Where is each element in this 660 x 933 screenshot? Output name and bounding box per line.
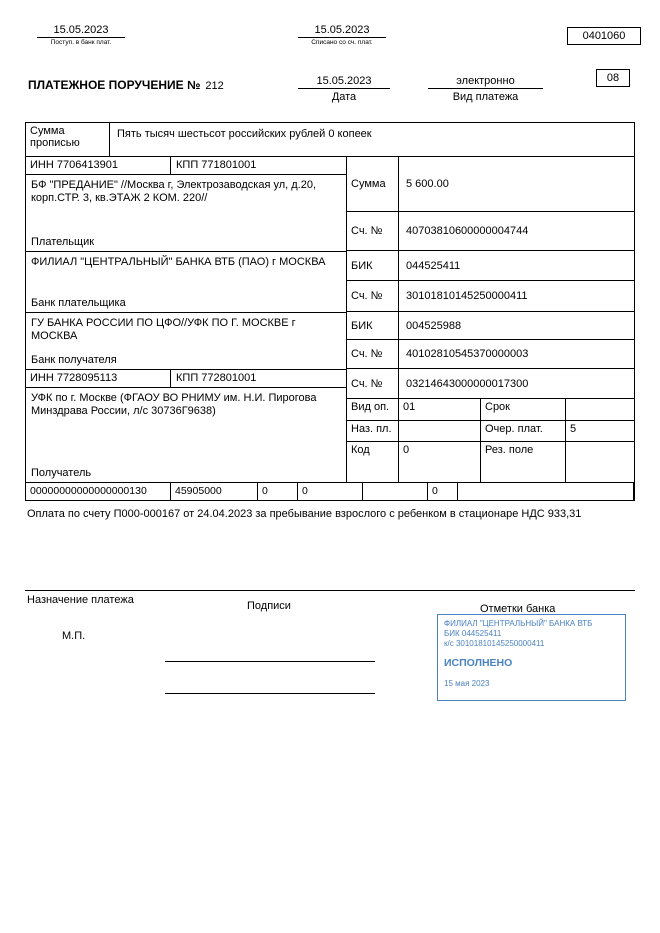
payment-purpose-text: Оплата по счету П000-000167 от 24.04.2023 за пребывание взрослого с ребенком в стационаре НДС 933,31 <box>25 501 635 591</box>
bank-marks-label: Отметки банка <box>480 603 556 615</box>
date-received-label: Поступ. в банк плат. <box>50 39 112 46</box>
amount-words-row <box>25 122 635 156</box>
form-code-box: 0401060 <box>567 27 641 45</box>
date-received: 15.05.2023 <box>37 24 125 38</box>
sum-value: 5 600.00 <box>406 178 449 190</box>
signature-line-1 <box>165 661 375 662</box>
payer-bank-bik: 044525411 <box>406 259 461 272</box>
receiver-bank-label: Банк получателя <box>31 354 117 366</box>
op-kind-row <box>347 399 634 421</box>
stamp-bank-name: ФИЛИАЛ "ЦЕНТРАЛЬНЫЙ" БАНКА ВТБ <box>444 619 593 628</box>
purpose-code-label: Наз. пл. <box>347 421 399 441</box>
receiver-account: 03214643000000017300 <box>406 377 529 390</box>
payment-purpose-label: Назначение платежа <box>27 594 134 606</box>
sum-label: Сумма <box>347 157 399 211</box>
payment-kind-label: Вид платежа <box>452 91 519 103</box>
payer-bank-label: Банк плательщика <box>31 297 126 309</box>
payer-bank-bik-row <box>347 251 634 281</box>
receiver-account-label: Сч. № <box>347 369 399 398</box>
receiver-inn-kpp-row <box>26 370 346 388</box>
receiver-kpp: КПП 772801001 <box>176 372 257 384</box>
receiver-bank-account: 40102810545370000003 <box>406 348 529 360</box>
document-number: 212 <box>205 80 224 92</box>
payer-account: 40703810600000004744 <box>406 225 529 237</box>
stamp-corr-account: к/с 30101810145250000411 <box>444 639 545 648</box>
receiver-bank-bik: 004525988 <box>406 319 462 332</box>
bank-stamp <box>437 614 626 701</box>
stamp-status: ИСПОЛНЕНО <box>444 657 513 669</box>
payer-account-label: Сч. № <box>347 212 399 250</box>
sum-row <box>347 157 634 212</box>
receiver-bank-account-row <box>347 340 634 369</box>
receiver-bank-block <box>26 313 346 370</box>
payer-label: Плательщик <box>31 236 95 248</box>
signature-line-2 <box>165 693 375 694</box>
payment-kind: электронно <box>428 75 543 89</box>
stamp-bik: БИК 044525411 <box>444 629 502 638</box>
footer-labels-row <box>25 591 635 615</box>
budget-row <box>25 483 635 501</box>
status-code-box: 08 <box>596 69 630 87</box>
term-label: Срок <box>481 399 566 420</box>
document-title-label: ПЛАТЕЖНОЕ ПОРУЧЕНИЕ № <box>28 78 201 92</box>
budget-cell-number <box>363 483 428 500</box>
date-debited: 15.05.2023 <box>298 24 386 38</box>
receiver-bank-bik-row <box>347 312 634 340</box>
reserve-label: Рез. поле <box>481 442 566 482</box>
payer-block <box>26 175 346 252</box>
budget-cell-kbk: 00000000000000000130 <box>26 483 171 500</box>
term-value <box>566 399 634 420</box>
payer-bank-account-label: Сч. № <box>347 281 399 311</box>
payer-bank-account-row <box>347 281 634 312</box>
stamp-place-label: М.П. <box>62 630 86 642</box>
budget-cell-oktmo: 45905000 <box>171 483 258 500</box>
receiver-block <box>26 388 346 482</box>
payer-kpp: КПП 771801001 <box>176 159 257 171</box>
payer-bank-bik-label: БИК <box>347 251 399 280</box>
budget-cell-date: 0 <box>428 483 458 500</box>
reserve-value <box>566 442 634 482</box>
document-date-label: Дата <box>331 91 357 103</box>
right-column <box>346 157 634 482</box>
left-column <box>26 157 346 482</box>
receiver-account-row <box>347 369 634 399</box>
amount-words-label: Сумма прописью <box>26 123 110 156</box>
payer-bank-account: 30101810145250000411 <box>406 290 528 302</box>
payer-bank-name: ФИЛИАЛ "ЦЕНТРАЛЬНЫЙ" БАНКА ВТБ (ПАО) г МОСКВА <box>31 256 326 268</box>
payment-table <box>25 122 635 615</box>
purpose-code-value <box>399 421 481 441</box>
payer-bank-block <box>26 252 346 313</box>
receiver-bank-name: ГУ БАНКА РОССИИ ПО ЦФО//УФК ПО Г. МОСКВЕ г МОСКВА <box>31 317 296 342</box>
payment-kind-block <box>428 75 543 103</box>
payer-inn: ИНН 7706413901 <box>26 157 171 174</box>
purpose-code-row <box>347 421 634 442</box>
payer-name: БФ "ПРЕДАНИЕ" //Москва г, Электрозаводская ул, д.20, корп.СТР. 3, кв.ЭТАЖ 2 КОМ. 220// <box>31 179 317 204</box>
budget-cell-type <box>458 483 634 500</box>
budget-cell-basis: 0 <box>258 483 298 500</box>
amount-words-value: Пять тысяч шестьсот российских рублей 0 копеек <box>117 128 372 140</box>
receiver-name: УФК по г. Москве (ФГАОУ ВО РНИМУ им. Н.И. Пирогова Минздрава России, л/с 30736Г9638) <box>31 392 317 417</box>
document-date: 15.05.2023 <box>298 75 390 89</box>
code-row <box>347 442 634 482</box>
budget-cell-period: 0 <box>298 483 363 500</box>
signatures-label: Подписи <box>247 600 291 612</box>
receiver-label: Получатель <box>31 467 92 479</box>
document-date-block <box>298 75 390 103</box>
receiver-inn: ИНН 7728095113 <box>26 370 171 387</box>
stamp-date: 15 мая 2023 <box>444 679 490 688</box>
priority-value: 5 <box>570 423 577 435</box>
payer-inn-kpp-row <box>26 157 346 175</box>
code-value: 0 <box>399 442 481 482</box>
op-kind-label: Вид оп. <box>347 399 399 420</box>
code-label: Код <box>347 442 399 482</box>
date-debited-label: Списано со сч. плат. <box>311 39 373 46</box>
op-kind-value: 01 <box>399 399 481 420</box>
document-title <box>28 78 224 92</box>
main-grid <box>25 156 635 483</box>
receiver-bank-bik-label: БИК <box>347 312 399 339</box>
payer-account-row <box>347 212 634 251</box>
date-debited-block <box>298 24 386 46</box>
priority-label: Очер. плат. <box>481 421 566 441</box>
date-received-block <box>37 24 125 46</box>
receiver-bank-account-label: Сч. № <box>347 340 399 368</box>
